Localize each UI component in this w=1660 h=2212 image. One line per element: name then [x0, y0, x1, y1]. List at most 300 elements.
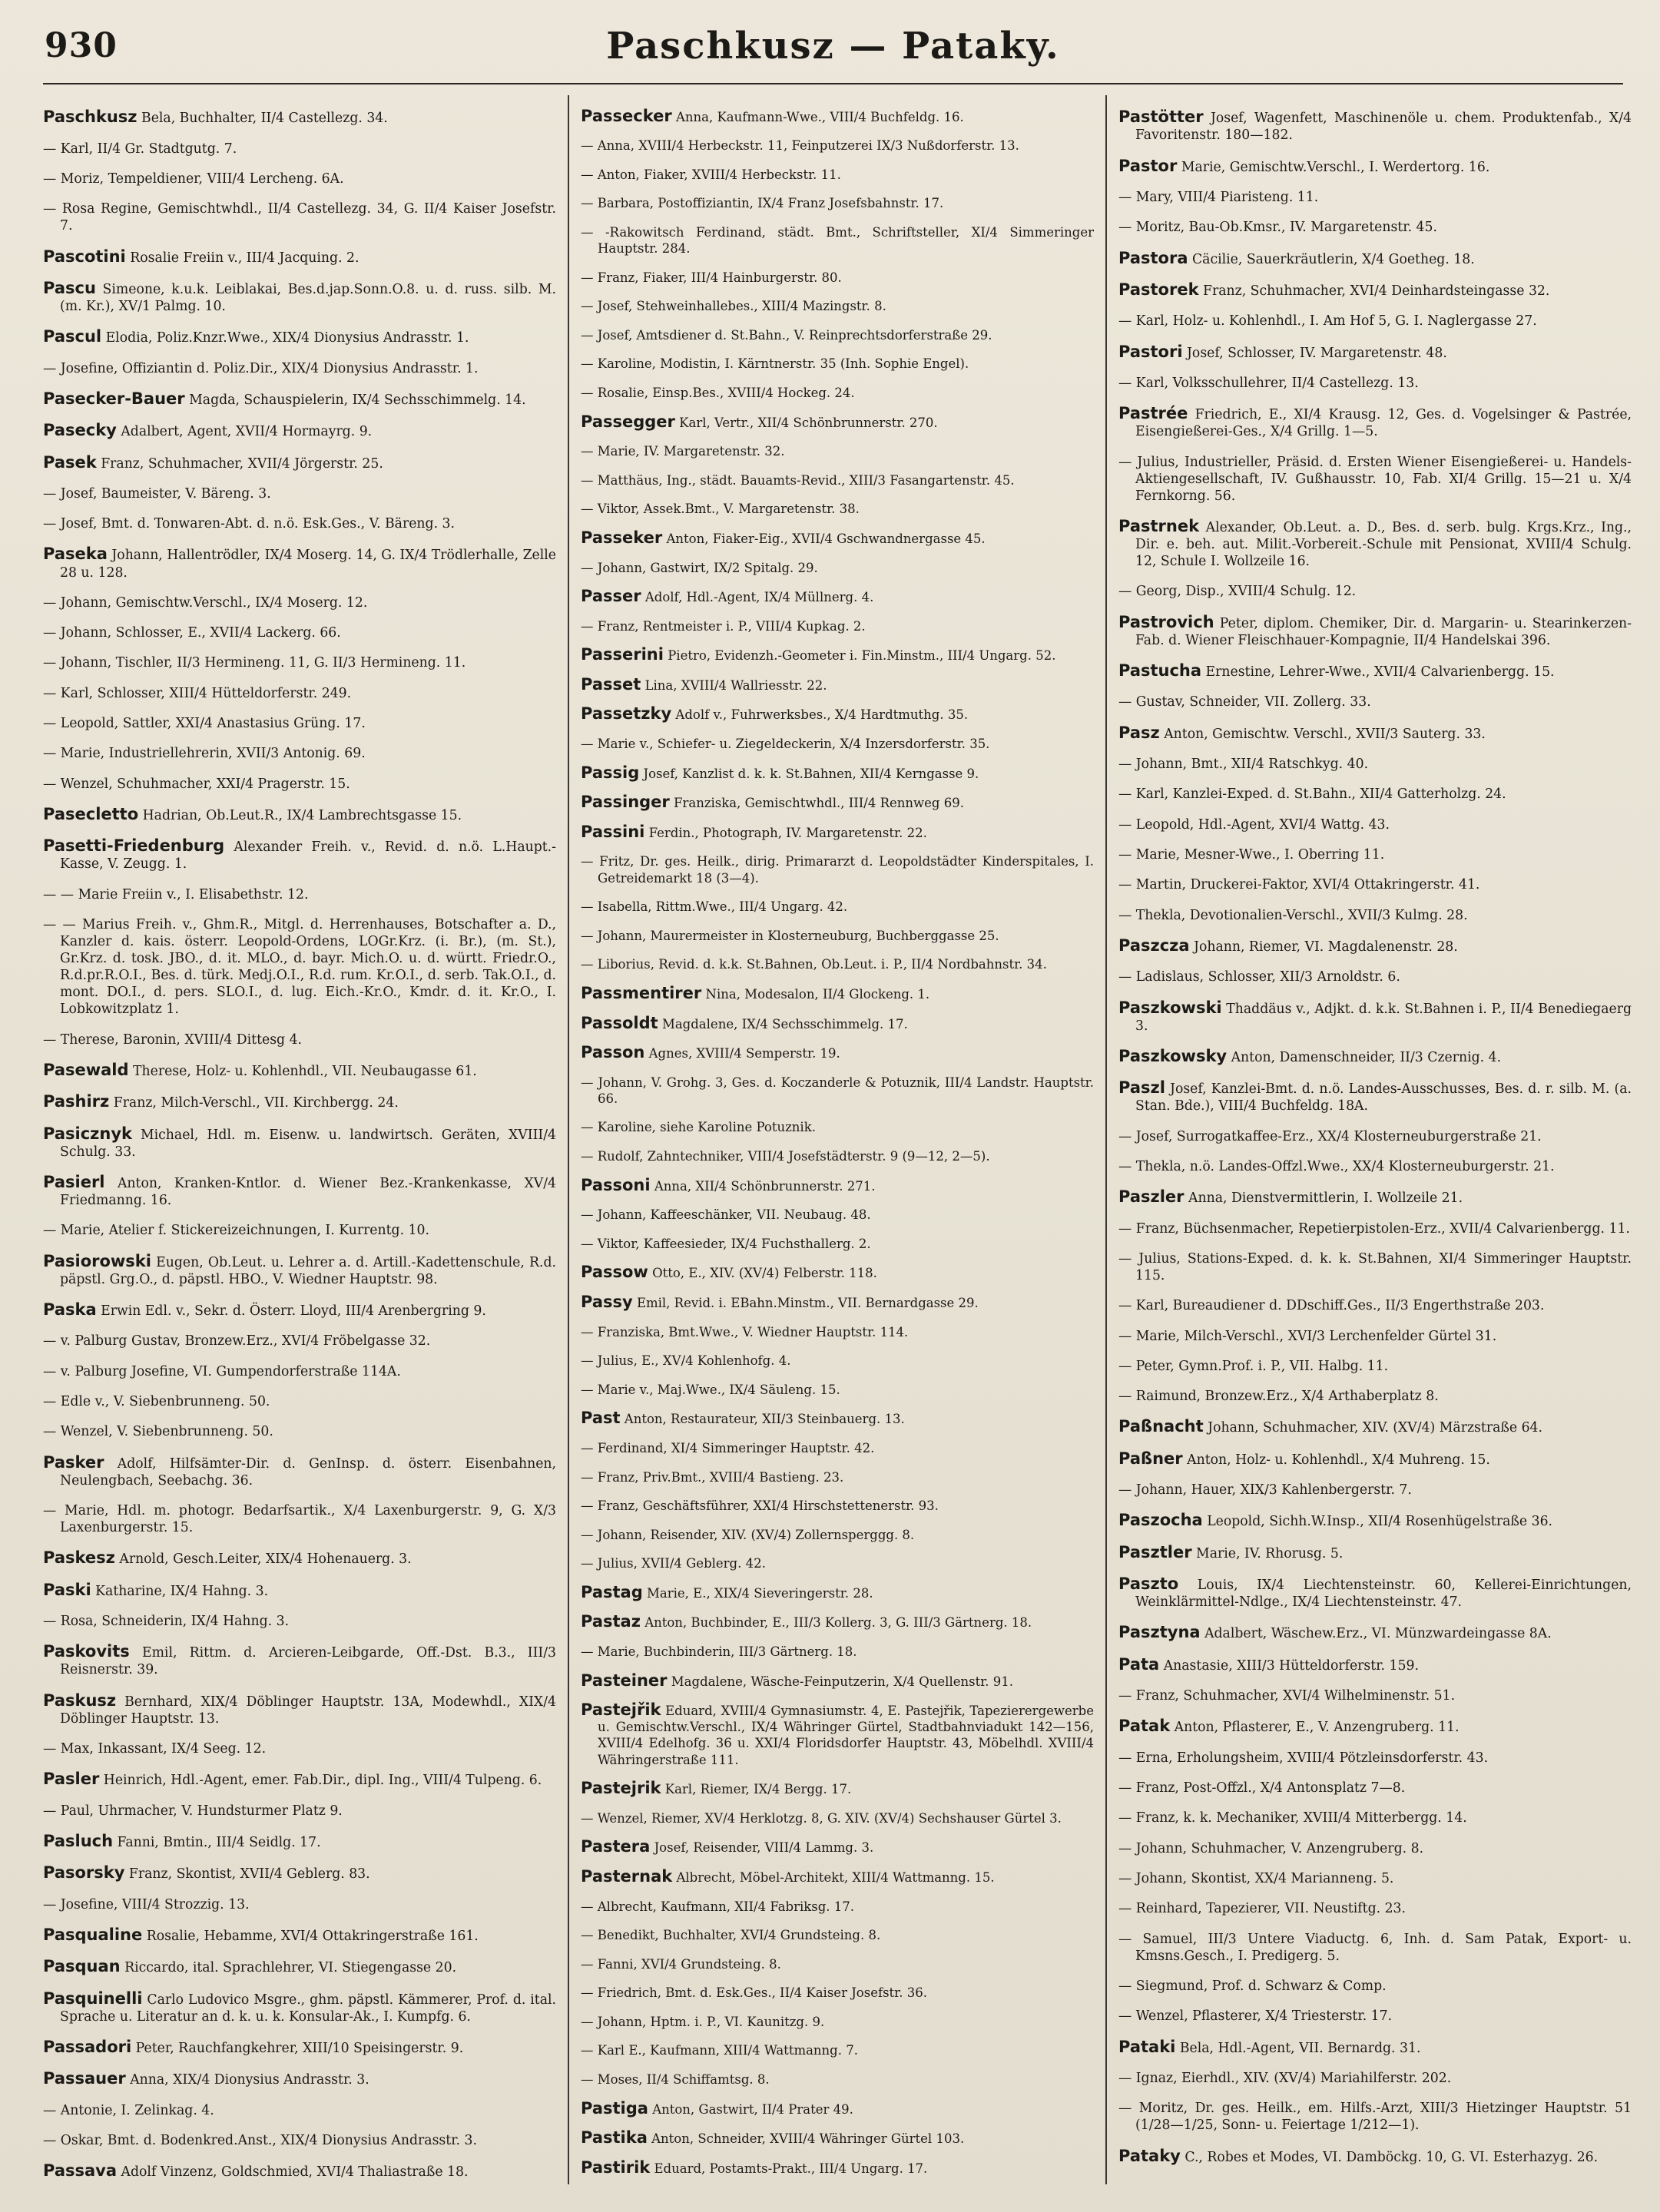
- entry-surname: Pasztler: [1118, 1542, 1192, 1561]
- directory-entry: [43, 1740, 556, 1757]
- directory-entry: [1118, 816, 1632, 833]
- entry-detail: — Edle v., V. Siebenbrunneng. 50.: [43, 1393, 270, 1409]
- directory-entry: [581, 706, 1094, 723]
- directory-entry: [43, 715, 556, 732]
- directory-entry: [581, 1075, 1094, 1107]
- directory-entry: [581, 1866, 1094, 1886]
- directory-entry: [1118, 1450, 1632, 1469]
- entry-detail: — Johann, Reisender, XIV. (XV/4) Zollernsperggg. 8.: [581, 1527, 915, 1542]
- directory-entry: [581, 794, 1094, 811]
- entry-detail: — Johann, Maurermeister in Klosterneuburg, Buchberggasse 25.: [581, 928, 999, 943]
- entry-detail: Heinrich, Hdl.-Agent, emer. Fab.Dir., dipl. Ing., VIII/4 Tulpeng. 6.: [103, 1773, 542, 1789]
- entry-detail: — — Marius Freih. v., Ghm.R., Mitgl. d. Herrenhauses, Botschafter a. D., Kanzler d. kais. österr. Leopold-Ordens, LOGr.Krz. (i. Br.), (m. St.), Gr.Krz. d. tosk. JBO., d. it. MLO., d. bayr. Mich.O. u. d. württ. Friedr.O., R.d.pr.R.O.I., Bes. d. türk. Medj.O.I., R.d. rum. Kr.O.I., d. serb. Tak.O.I., d. mont. DO.I., d. pers. SLO.I., d. lug. Eich.-Kr.O., Kmdr. d. it. Kr.O., I. Lobkowitzplatz 1.: [43, 917, 556, 1018]
- entry-surname: Pasteiner: [581, 1671, 668, 1690]
- entry-detail: Erwin Edl. v., Sekr. d. Österr. Lloyd, III/4 Arenbergring 9.: [101, 1303, 486, 1319]
- entry-detail: — Martin, Druckerei-Faktor, XVI/4 Ottakringerstr. 41.: [1118, 877, 1480, 893]
- page-header: [43, 22, 1623, 84]
- directory-entry: [43, 1093, 556, 1111]
- directory-entry: [1118, 614, 1632, 649]
- directory-entry: [43, 654, 556, 671]
- entry-surname: Passig: [581, 763, 640, 782]
- entry-detail: — Anton, Fiaker, XVIII/4 Herbeckstr. 11.: [581, 167, 841, 182]
- directory-entry: [1118, 2038, 1632, 2057]
- entry-detail: — Marie, Industriellehrerin, XVII/3 Antonig. 69.: [43, 746, 366, 762]
- column-2: [581, 95, 1094, 2184]
- directory-entry: [43, 886, 556, 903]
- entry-detail: — Rosalie, Einsp.Bes., XVIII/4 Hockeg. 24.: [581, 385, 855, 400]
- entry-surname: Paszkowski: [1118, 998, 1222, 1017]
- entry-detail: — Erna, Erholungsheim, XVIII/4 Pötzleinsdorferstr. 43.: [1118, 1750, 1489, 1766]
- entry-detail: Adalbert, Wäschew.Erz., VI. Münzwardeingasse 8A.: [1204, 1626, 1552, 1642]
- entry-detail: Marie, E., XIX/4 Sieveringerstr. 28.: [647, 1585, 873, 1601]
- directory-entry: [581, 1584, 1094, 1601]
- directory-entry: [581, 1177, 1094, 1194]
- directory-entry: [1118, 250, 1632, 268]
- entry-surname: Paszto: [1118, 1575, 1179, 1593]
- directory-entry: [581, 1324, 1094, 1340]
- entry-detail: Karl, Vertr., XII/4 Schönbrunnerstr. 270.: [679, 415, 938, 430]
- entry-detail: — Marie, Hdl. m. photogr. Bedarfsartik., X/4 Laxenburgerstr. 9, G. X/3 Laxenburgerstr. 15.: [43, 1502, 556, 1535]
- entry-surname: Passer: [581, 587, 641, 606]
- entry-detail: — Karl, Kanzlei-Exped. d. St.Bahn., XII/4 Gatterholzg. 24.: [1118, 786, 1506, 803]
- directory-entry: [43, 1423, 556, 1440]
- entry-detail: Magdalene, Wäsche-Feinputzerin, X/4 Quellenstr. 91.: [671, 1674, 1014, 1689]
- entry-detail: — Thekla, Devotionalien-Verschl., XVII/3 Kulmg. 28.: [1118, 907, 1468, 923]
- entry-surname: Pasler: [43, 1770, 100, 1789]
- entry-surname: Paski: [43, 1580, 91, 1599]
- directory-entry: [1118, 1188, 1632, 1207]
- directory-entry: [1118, 1931, 1632, 1965]
- entry-detail: — Johann, Gemischtw.Verschl., IX/4 Moserg. 12.: [43, 594, 368, 611]
- entry-detail: Franz, Schuhmacher, XVI/4 Deinhardsteingasse 32.: [1203, 283, 1550, 299]
- entry-surname: Passon: [581, 1043, 645, 1062]
- directory-entry: [43, 594, 556, 611]
- entry-detail: — Ladislaus, Schlosser, XII/3 Arnoldstr. 6.: [1118, 969, 1400, 985]
- entry-detail: Peter, Rauchfangkehrer, XIII/10 Speisingerstr. 9.: [135, 2040, 464, 2056]
- entry-surname: Pasecletto: [43, 805, 139, 823]
- directory-entry: [43, 1549, 556, 1568]
- entry-detail: Emil, Revid. i. EBahn.Minstm., VII. Bernardgasse 29.: [636, 1295, 979, 1310]
- entry-surname: Pastorek: [1118, 280, 1199, 299]
- entry-surname: Pasorsky: [43, 1863, 125, 1883]
- entry-detail: Nina, Modesalon, II/4 Glockeng. 1.: [705, 986, 930, 1002]
- directory-entry: [43, 108, 556, 127]
- entry-detail: — Marie, Milch-Verschl., XVI/3 Lerchenfelder Gürtel 31.: [1118, 1328, 1497, 1344]
- directory-entry: [1118, 1544, 1632, 1562]
- entry-detail: — Karl, II/4 Gr. Stadtgutg. 7.: [43, 141, 237, 157]
- directory-entry: [1118, 1158, 1632, 1175]
- directory-entry: [1118, 694, 1632, 710]
- entry-detail: Josef, Schlosser, IV. Margaretenstr. 48.: [1187, 345, 1447, 361]
- entry-detail: — Marie v., Maj.Wwe., IX/4 Säuleng. 15.: [581, 1382, 840, 1397]
- entry-detail: — Max, Inkassant, IX/4 Seeg. 12.: [43, 1741, 267, 1757]
- directory-entry: [1118, 1220, 1632, 1237]
- directory-entry: [581, 1810, 1094, 1826]
- directory-entry: [581, 167, 1094, 183]
- entry-detail: — Georg, Disp., XVIII/4 Schulg. 12.: [1118, 584, 1357, 600]
- entry-surname: Pastejřik: [581, 1700, 661, 1720]
- entry-surname: Pasecky: [43, 421, 117, 440]
- directory-entry: [1118, 786, 1632, 803]
- directory-entry: [581, 588, 1094, 605]
- directory-entry: [1118, 1418, 1632, 1436]
- directory-entry: [43, 1393, 556, 1410]
- entry-detail: — Benedikt, Buchhalter, XVI/4 Grundsteing. 8.: [581, 1928, 881, 1943]
- entry-detail: — Antonie, I. Zelinkag. 4.: [43, 2102, 214, 2118]
- entry-detail: — Paul, Uhrmacher, V. Hundsturmer Platz 9.: [43, 1803, 343, 1819]
- entry-detail: — Johann, Bmt., XII/4 Ratschkyg. 40.: [1118, 757, 1369, 772]
- entry-detail: — Karl, Holz- u. Kohlenhdl., I. Am Hof 5, G. I. Naglergasse 27.: [1118, 313, 1537, 329]
- entry-surname: Passegger: [581, 412, 675, 431]
- directory-entry: [581, 1839, 1094, 1856]
- entry-detail: — Franz, Fiaker, III/4 Hainburgerstr. 80.: [581, 270, 842, 285]
- directory-entry: [43, 2162, 556, 2181]
- entry-surname: Pastrnek: [1118, 516, 1200, 535]
- entry-detail: — Franz, Büchsenmacher, Repetierpistolen-Erz., XVII/4 Calvarienbergg. 11.: [1118, 1220, 1630, 1237]
- entry-detail: Katharine, IX/4 Hahng. 3.: [95, 1583, 269, 1599]
- entry-detail: Alexander, Ob.Leut. a. D., Bes. d. serb. bulg. Krgs.Krz., Ing., Dir. e. beh. aut. Milit.-Vorbereit.-Schule mit Pensionat, XVIII/4 Schulg. 12, Schule I. Wollzeile 16.: [1135, 519, 1632, 570]
- directory-entry: [581, 270, 1094, 286]
- entry-detail: — Samuel, III/3 Untere Viaductg. 6, Inh. d. Sam Patak, Export- u. Kmsns.Gesch., I. Predigerg. 5.: [1118, 1931, 1632, 1964]
- directory-entry: [581, 674, 1094, 694]
- directory-entry: [1118, 454, 1632, 505]
- entry-detail: — Peter, Gymn.Prof. i. P., VII. Halbg. 11.: [1118, 1358, 1389, 1374]
- directory-entry: [43, 916, 556, 1018]
- entry-detail: Johann, Riemer, VI. Magdalenenstr. 28.: [1194, 939, 1458, 955]
- entry-surname: Passava: [43, 2161, 118, 2181]
- running-title: Paschkusz — Pataky.: [606, 25, 1060, 68]
- entry-detail: — Reinhard, Tapezierer, VII. Neustiftg. 23.: [1118, 1901, 1407, 1917]
- entry-detail: Adolf v., Fuhrwerksbes., X/4 Hardtmuthg. 35.: [675, 707, 969, 723]
- entry-detail: — Wenzel, Riemer, XV/4 Herklotzg. 8, G. XIV. (XV/4) Sechshauser Gürtel 3.: [581, 1810, 1062, 1826]
- directory-entry: [1118, 876, 1632, 893]
- directory-entry: [43, 1454, 556, 1489]
- directory-entry: [43, 2132, 556, 2149]
- directory-entry: [1118, 189, 1632, 206]
- directory-entry: [1118, 1297, 1632, 1314]
- directory-entry: [43, 454, 556, 472]
- directory-entry: [43, 1692, 556, 1727]
- directory-entry: [581, 1015, 1094, 1032]
- entry-surname: Passecker: [581, 106, 672, 125]
- directory-entry: [581, 736, 1094, 752]
- entry-detail: — Marie, Buchbinderin, III/3 Gärtnerg. 18.: [581, 1644, 857, 1660]
- directory-entry: [43, 171, 556, 187]
- directory-entry: [581, 853, 1094, 886]
- directory-entry: [1118, 1624, 1632, 1642]
- entry-detail: Anton, Restaurateur, XII/3 Steinbauerg. 13.: [624, 1412, 905, 1427]
- entry-detail: Emil, Rittm. d. Arcieren-Leibgarde, Off.-Dst. B.3., III/3 Reisnerstr. 39.: [60, 1645, 556, 1678]
- page-number: 930: [45, 26, 118, 65]
- entry-surname: Pascul: [43, 327, 102, 346]
- entry-surname: Paseka: [43, 545, 108, 564]
- directory-entry: [43, 806, 556, 824]
- directory-entry: [43, 624, 556, 641]
- entry-surname: Pasternak: [581, 1866, 673, 1886]
- entry-detail: — Karoline, Modistin, I. Kärntnerstr. 35 (Inh. Sophie Engel).: [581, 356, 969, 372]
- entry-detail: Ferdin., Photograph, IV. Margaretenstr. 22.: [648, 825, 927, 840]
- entry-surname: Passeker: [581, 528, 663, 547]
- entry-detail: Anna, XIX/4 Dionysius Andrasstr. 3.: [130, 2072, 369, 2088]
- entry-detail: — Johann, Schlosser, E., XVII/4 Lackerg. 66.: [43, 625, 341, 641]
- directory-entry: [1118, 1978, 1632, 1995]
- entry-detail: — Matthäus, Ing., städt. Bauamts-Revid., XIII/3 Fasangartenstr. 45.: [581, 472, 1015, 488]
- directory-entry: [43, 1958, 556, 1976]
- directory-entry: [43, 1581, 556, 1600]
- entry-detail: — Moriz, Tempeldiener, VIII/4 Lercheng. 6A.: [43, 171, 344, 187]
- entry-detail: Agnes, XVIII/4 Semperstr. 19.: [648, 1046, 840, 1061]
- directory-entry: [581, 1644, 1094, 1660]
- directory-entry: [43, 1864, 556, 1883]
- directory-entry: [43, 1253, 556, 1288]
- entry-surname: Passetzky: [581, 704, 672, 724]
- directory-entry: [581, 1045, 1094, 1061]
- directory-entry: [1118, 1328, 1632, 1345]
- entry-detail: Anna, Dienstvermittlerin, I. Wollzeile 21.: [1188, 1190, 1463, 1207]
- entry-detail: — Julius, Stations-Exped. d. k. k. St.Bahnen, XI/4 Simmeringer Hauptstr. 115.: [1118, 1250, 1632, 1283]
- entry-detail: — Karl E., Kaufmann, XIII/4 Wattmanng. 7.: [581, 2043, 858, 2058]
- entry-detail: — Siegmund, Prof. d. Schwarz & Comp.: [1118, 1978, 1387, 1994]
- entry-surname: Paßnacht: [1118, 1417, 1204, 1436]
- entry-detail: — Julius, XVII/4 Geblerg. 42.: [581, 1556, 766, 1571]
- directory-entry: [1118, 1128, 1632, 1145]
- directory-entry: [1118, 583, 1632, 600]
- entry-detail: Franz, Milch-Verschl., VII. Kirchbergg. 24.: [113, 1095, 399, 1111]
- entry-detail: Adolf, Hilfsämter-Dir. d. GenInsp. d. österr. Eisenbahnen, Neulengbach, Seebachg. 36.: [60, 1455, 556, 1488]
- directory-entry: [1118, 999, 1632, 1035]
- directory-entry: [581, 1440, 1094, 1456]
- directory-entry: [581, 1985, 1094, 2001]
- directory-entry: [581, 1780, 1094, 1797]
- directory-entry: [1118, 1512, 1632, 1530]
- entry-detail: — v. Palburg Gustav, Bronzew.Erz., XVI/4 Fröbelgasse 32.: [43, 1333, 431, 1349]
- directory-entry: [581, 327, 1094, 343]
- entry-detail: Cäcilie, Sauerkräutlerin, X/4 Goetheg. 18.: [1191, 251, 1475, 267]
- entry-surname: Pataky: [1118, 2146, 1181, 2165]
- entry-surname: Pasewald: [43, 1060, 129, 1079]
- entry-detail: Anton, Holz- u. Kohlenhdl., X/4 Muhreng. 15.: [1187, 1452, 1490, 1468]
- entry-surname: Paszler: [1118, 1187, 1185, 1207]
- entry-detail: — Franz, k. k. Mechaniker, XVIII/4 Mitterbergg. 14.: [1118, 1810, 1467, 1826]
- entry-detail: — Johann, Skontist, XX/4 Marianneng. 5.: [1118, 1870, 1394, 1886]
- directory-entry: [581, 108, 1094, 125]
- entry-detail: Albrecht, Möbel-Architekt, XIII/4 Wattmanng. 15.: [676, 1869, 995, 1885]
- directory-entry: [581, 1673, 1094, 1690]
- directory-entry: [581, 560, 1094, 576]
- directory-entry: [43, 1301, 556, 1320]
- entry-detail: — Moritz, Dr. ges. Heilk., em. Hilfs.-Arzt, XIII/3 Hietzinger Hauptstr. 51 (1/28—1/25, Sonn- u. Feiertage 1/212—1).: [1118, 2101, 1632, 2134]
- entry-detail: Anton, Schneider, XVIII/4 Währinger Gürtel 103.: [651, 2131, 965, 2147]
- entry-detail: Michael, Hdl. m. Eisenw. u. landwirtsch. Geräten, XVIII/4 Schulg. 33.: [60, 1127, 556, 1160]
- directory-entry: [581, 1899, 1094, 1915]
- entry-surname: Paszocha: [1118, 1511, 1203, 1530]
- entry-surname: Pasker: [43, 1452, 104, 1472]
- entry-surname: Passadori: [43, 2037, 132, 2056]
- entry-detail: Rosalie Freiin v., III/4 Jacquing. 2.: [130, 250, 360, 266]
- entry-detail: Franziska, Gemischtwhdl., III/4 Rennweg 69.: [674, 796, 964, 811]
- entry-detail: — Johann, Schuhmacher, V. Anzengruberg. 8.: [1118, 1840, 1424, 1856]
- directory-entry: [43, 837, 556, 873]
- directory-entry: [43, 1502, 556, 1536]
- directory-entry: [581, 1264, 1094, 1281]
- entry-detail: — Karoline, siehe Karoline Potuznik.: [581, 1120, 816, 1135]
- directory-entry: [1118, 1687, 1632, 1704]
- directory-entry: [1118, 108, 1632, 144]
- entry-detail: — Josefine, Offiziantin d. Poliz.Dir., XIX/4 Dionysius Andrasstr. 1.: [43, 360, 479, 376]
- directory-entry: [581, 1956, 1094, 1972]
- entry-detail: — Josef, Bmt. d. Tonwaren-Abt. d. n.ö. Esk.Ges., V. Bäreng. 3.: [43, 516, 455, 532]
- entry-detail: — Friedrich, Bmt. d. Esk.Ges., II/4 Kaiser Josefstr. 36.: [581, 1985, 927, 2001]
- entry-detail: Fanni, Bmtin., III/4 Seidlg. 17.: [117, 1834, 321, 1850]
- directory-entry: [43, 1174, 556, 1209]
- directory-entry: [581, 195, 1094, 211]
- entry-surname: Passmentirer: [581, 983, 702, 1002]
- entry-surname: Pastera: [581, 1837, 651, 1856]
- directory-entry: [581, 501, 1094, 517]
- entry-detail: Adolf Vinzenz, Goldschmied, XVI/4 Thaliastraße 18.: [121, 2164, 469, 2181]
- entry-surname: Pastrée: [1118, 404, 1188, 423]
- entry-detail: Bernhard, XIX/4 Döblinger Hauptstr. 13A, Modewhdl., XIX/4 Döblinger Hauptstr. 13.: [60, 1694, 556, 1727]
- directory-entry: [43, 1990, 556, 2025]
- entry-detail: Josef, Kanzlist d. k. k. St.Bahnen, XII/4 Kerngasse 9.: [643, 766, 979, 781]
- entry-surname: Pasqualine: [43, 1925, 143, 1944]
- entry-detail: — Wenzel, Schuhmacher, XXI/4 Pragerstr. 15.: [43, 776, 350, 792]
- directory-entry: [43, 1643, 556, 1678]
- directory-entry: [1118, 313, 1632, 329]
- directory-entry: [43, 200, 556, 234]
- column-divider: [568, 95, 569, 2184]
- entry-detail: Carlo Ludovico Msgre., ghm. päpstl. Kämmerer, Prof. d. ital. Sprache u. Literatur an d. k. u. k. Konsular-Ak., I. Kumpfg. 6.: [60, 1992, 556, 2025]
- directory-entry: [581, 928, 1094, 944]
- directory-entry: [1118, 1656, 1632, 1674]
- entry-detail: — Josef, Stehweinhallebes., XIII/4 Mazingstr. 8.: [581, 299, 886, 314]
- directory-entry: [1118, 1900, 1632, 1917]
- entry-surname: Passy: [581, 1292, 633, 1311]
- entry-detail: Eduard, Postamts-Prakt., III/4 Ungarg. 17.: [654, 2161, 928, 2176]
- directory-entry: [581, 1555, 1094, 1571]
- directory-entry: [1118, 1870, 1632, 1887]
- entry-surname: Paska: [43, 1300, 97, 1319]
- directory-entry: [581, 530, 1094, 547]
- directory-entry: [1118, 219, 1632, 236]
- entry-surname: Paskusz: [43, 1690, 117, 1710]
- entry-detail: — Karl, Schlosser, XIII/4 Hütteldorferstr. 249.: [43, 685, 352, 701]
- directory-entry: [581, 472, 1094, 488]
- entry-surname: Pastag: [581, 1582, 643, 1601]
- directory-entry: [581, 1927, 1094, 1943]
- entry-detail: Riccardo, ital. Sprachlehrer, VI. Stiegengasse 20.: [124, 1960, 457, 1976]
- entry-detail: — Karl, Bureaudiener d. DDschiff.Ges., II/3 Engerthstraße 203.: [1118, 1298, 1545, 1314]
- directory-entry: [1118, 1250, 1632, 1284]
- directory-entry: [43, 1333, 556, 1349]
- directory-entry: [1118, 1048, 1632, 1066]
- entry-detail: — Johann, Kaffeeschänker, VII. Neubaug. 48.: [581, 1207, 871, 1223]
- directory-entry: [1118, 756, 1632, 773]
- entry-surname: Passini: [581, 822, 645, 841]
- entry-detail: Otto, E., XIV. (XV/4) Felberstr. 118.: [652, 1266, 877, 1281]
- entry-detail: — Johann, Tischler, II/3 Hermineng. 11, G. II/3 Hermineng. 11.: [43, 655, 466, 671]
- entry-detail: — Wenzel, Pflasterer, X/4 Triesterstr. 17.: [1118, 2008, 1393, 2025]
- entry-detail: — Johann, Gastwirt, IX/2 Spitalg. 29.: [581, 560, 818, 575]
- entry-detail: Simeone, k.u.k. Leiblakai, Bes.d.jap.Sonn.O.8. u. d. russ. silb. M. (m. Kr.), XV/1 Palmg. 10.: [60, 281, 556, 314]
- column-3: [1118, 95, 1632, 2184]
- entry-detail: Anton, Damenschneider, II/3 Czernig. 4.: [1231, 1049, 1502, 1065]
- directory-entry: [581, 647, 1094, 664]
- entry-detail: — Franz, Geschäftsführer, XXI/4 Hirschstettenerstr. 93.: [581, 1498, 939, 1514]
- entry-detail: — Julius, E., XV/4 Kohlenhofg. 4.: [581, 1353, 791, 1369]
- directory-entry: [581, 1382, 1094, 1398]
- entry-surname: Pasiorowski: [43, 1251, 151, 1270]
- entry-detail: Hadrian, Ob.Leut.R., IX/4 Lambrechtsgasse 15.: [142, 808, 462, 823]
- column-divider: [1105, 95, 1107, 2184]
- directory-entry: [43, 360, 556, 377]
- directory-entry: [43, 545, 556, 581]
- directory-entry: [43, 2038, 556, 2057]
- directory-entry: [43, 685, 556, 702]
- entry-detail: — Thekla, n.ö. Landes-Offzl.Wwe., XX/4 Klosterneuburgerstr. 21.: [1118, 1158, 1555, 1174]
- entry-detail: Anton, Buchbinder, E., III/3 Kollerg. 3, G. III/3 Gärtnerg. 18.: [644, 1615, 1032, 1631]
- directory-entry: [43, 248, 556, 267]
- entry-detail: — -Rakowitsch Ferdinand, städt. Bmt., Schriftsteller, XI/4 Simmeringer Hauptstr. 284.: [581, 224, 1094, 256]
- directory-entry: [581, 985, 1094, 1002]
- entry-detail: — Barbara, Postoffiziantin, IX/4 Franz Josefsbahnstr. 17.: [581, 196, 944, 211]
- entry-detail: — Ferdinand, XI/4 Simmeringer Hauptstr. 42.: [581, 1440, 875, 1455]
- entry-detail: — Franz, Rentmeister i. P., VIII/4 Kupkag. 2.: [581, 618, 866, 634]
- directory-entry: [581, 765, 1094, 782]
- directory-entry: [581, 298, 1094, 314]
- directory-entry: [1118, 405, 1632, 440]
- entry-surname: Pasetti-Friedenburg: [43, 836, 225, 856]
- entry-surname: Pastirik: [581, 2157, 651, 2177]
- entry-detail: — Franz, Schuhmacher, XVI/4 Wilhelminenstr. 51.: [1118, 1688, 1456, 1704]
- entry-detail: Lina, XVIII/4 Wallriesstr. 22.: [644, 677, 827, 693]
- entry-detail: Bela, Hdl.-Agent, VII. Bernardg. 31.: [1179, 2040, 1421, 2056]
- directory-entry: [43, 1061, 556, 1080]
- entry-surname: Paskesz: [43, 1548, 115, 1568]
- entry-detail: Pietro, Evidenzh.-Geometer i. Fin.Minstm., III/4 Ungarg. 52.: [668, 648, 1056, 664]
- directory-entry: [43, 1125, 556, 1161]
- entry-surname: Pataki: [1118, 2037, 1176, 2056]
- directory-entry: [1118, 907, 1632, 924]
- entry-detail: Karl, Riemer, IX/4 Bergg. 17.: [664, 1782, 852, 1797]
- directory-entry: [43, 1613, 556, 1630]
- entry-surname: Paßner: [1118, 1449, 1183, 1468]
- entry-surname: Pashirz: [43, 1092, 110, 1111]
- entry-surname: Pastrovich: [1118, 612, 1214, 631]
- entry-detail: — Therese, Baronin, XVIII/4 Dittesg 4.: [43, 1031, 303, 1048]
- directory-entry: [581, 2014, 1094, 2030]
- entry-detail: — Franz, Post-Offzl., X/4 Antonsplatz 7—8.: [1118, 1780, 1406, 1796]
- entry-detail: — Josef, Baumeister, V. Bäreng. 3.: [43, 485, 271, 502]
- entry-detail: Anton, Fiaker-Eig., XVII/4 Gschwandnergasse 45.: [666, 531, 986, 546]
- entry-detail: — Rosa, Schneiderin, IX/4 Hahng. 3.: [43, 1613, 290, 1629]
- entry-detail: — Fritz, Dr. ges. Heilk., dirig. Primararzt d. Leopoldstädter Kinderspitales, I. Getreidemarkt 18 (3—4).: [581, 854, 1094, 886]
- entry-detail: Eduard, XVIII/4 Gymnasiumstr. 4, E. Pastejřik, Tapezierergewerbe u. Gemischtw.Verschl., IX/4 Währinger Gürtel, Stadtbahnviadukt 142—156, XVIII/4 Edelhofg. 36 u. XXI/4 Floridsdorfer Hauptstr. 43, Möbelhdl. XVIII/4 Währingerstraße 111.: [598, 1704, 1094, 1767]
- directory-entry: [1118, 2147, 1632, 2166]
- directory-entry: [581, 618, 1094, 634]
- entry-detail: — Raimund, Bronzew.Erz., X/4 Arthaberplatz 8.: [1118, 1389, 1439, 1405]
- directory-entry: [1118, 1810, 1632, 1826]
- entry-detail: Anton, Gastwirt, II/4 Prater 49.: [652, 2101, 853, 2117]
- directory-entry: [1118, 1482, 1632, 1498]
- entry-surname: Pastötter: [1118, 108, 1204, 127]
- entry-surname: Paschkusz: [43, 108, 138, 127]
- entry-surname: Pascu: [43, 278, 96, 297]
- entry-detail: — Fanni, XVI/4 Grundsteing. 8.: [581, 1956, 781, 1972]
- directory-entry: [581, 1119, 1094, 1135]
- directory-entry: [1118, 2100, 1632, 2134]
- directory-entry: [581, 1410, 1094, 1427]
